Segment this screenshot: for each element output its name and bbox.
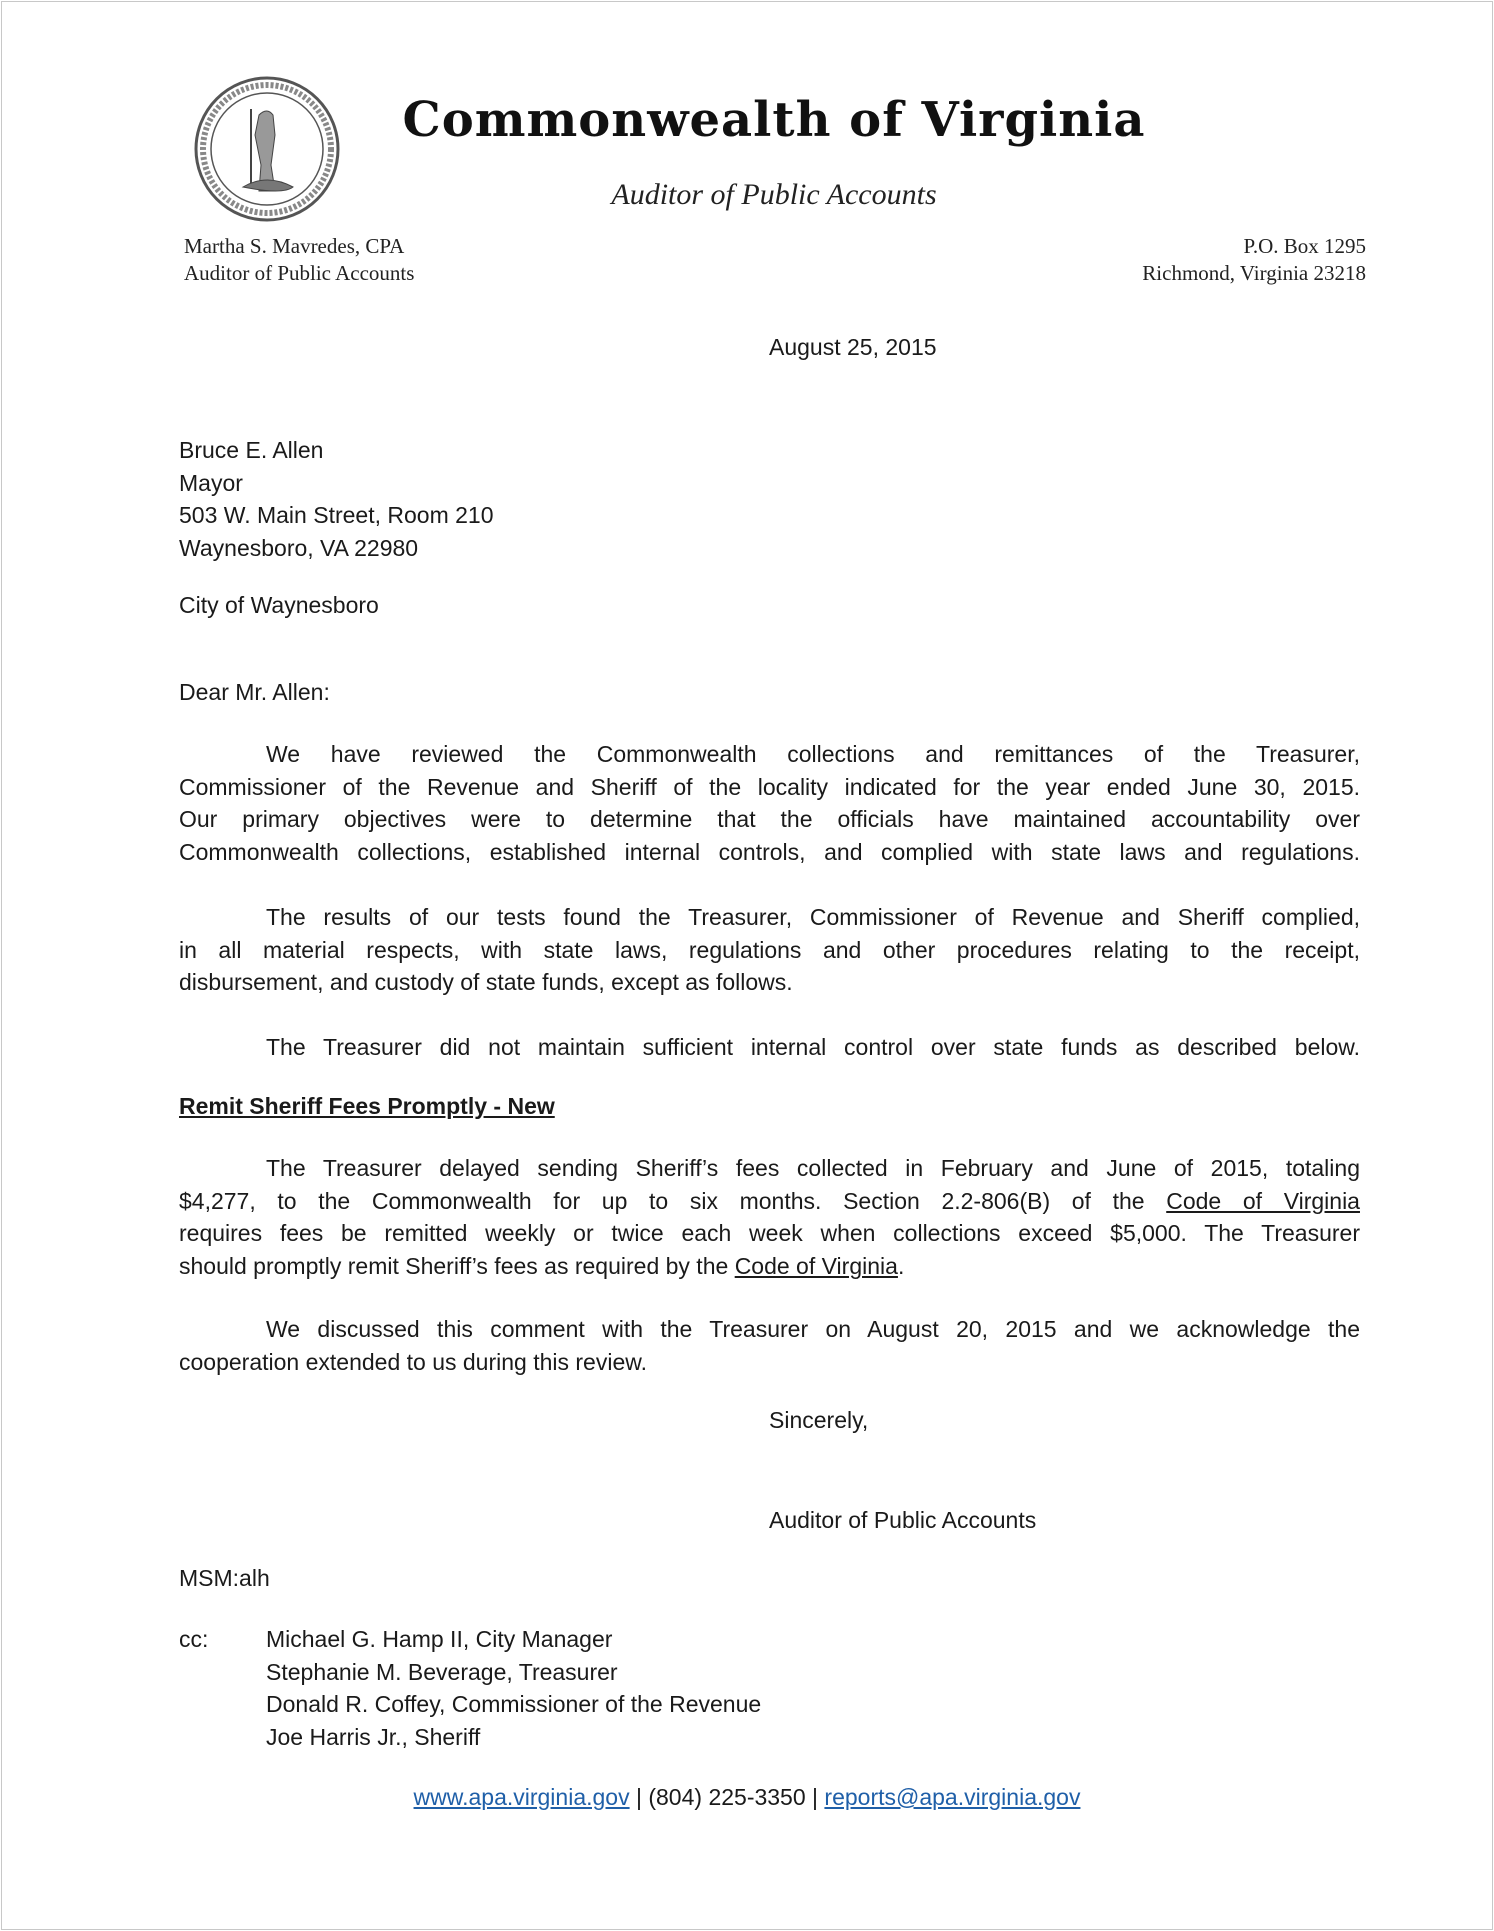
city-state-zip: Richmond, Virginia 23218 xyxy=(1142,261,1366,285)
code-of-virginia-ref: Code of Virginia xyxy=(734,1253,898,1280)
paragraph-line: Commissioner of the Revenue and Sheriff of the locality indicated for the year ended June 30, 2015. xyxy=(179,773,1360,800)
paragraph-3 xyxy=(179,1031,1360,1064)
auditor-name: Martha S. Mavredes, CPA xyxy=(184,234,405,258)
footer-separator: | xyxy=(805,1784,825,1810)
paragraph-1 xyxy=(179,738,1360,869)
addressee-block xyxy=(179,434,1360,565)
paragraph-5 xyxy=(179,1313,1360,1378)
cc-recipient: Joe Harris Jr., Sheriff xyxy=(266,1724,481,1751)
salutation: Dear Mr. Allen: xyxy=(179,679,330,705)
paragraph-line xyxy=(179,1185,1360,1218)
paragraph-line: We have reviewed the Commonwealth collections and remittances of the Treasurer, xyxy=(266,741,1360,767)
paragraph-text: should promptly remit Sheriff’s fees as required by the xyxy=(179,1253,735,1280)
paragraph-line: The Treasurer delayed sending Sheriff’s fees collected in February and June of 2015, totaling xyxy=(266,1155,1360,1181)
phone-number: (804) 225-3350 xyxy=(648,1784,806,1810)
cc-recipient: Michael G. Hamp II, City Manager xyxy=(266,1626,613,1652)
po-box: P.O. Box 1295 xyxy=(1243,234,1366,258)
initials: MSM:alh xyxy=(179,1565,270,1591)
cc-recipient: Donald R. Coffey, Commissioner of the Revenue xyxy=(266,1691,762,1718)
paragraph-line: disbursement, and custody of state funds, except as follows. xyxy=(179,969,793,996)
cc-label: cc: xyxy=(179,1626,209,1652)
letter-date: August 25, 2015 xyxy=(769,334,937,360)
code-of-virginia-ref: Code of Virginia xyxy=(1166,1187,1360,1214)
signature: Auditor of Public Accounts xyxy=(769,1507,1037,1533)
paragraph-line: The results of our tests found the Treasurer, Commissioner of Revenue and Sheriff complied, xyxy=(266,904,1360,930)
email-link[interactable]: reports@apa.virginia.gov xyxy=(824,1784,1081,1810)
letterhead-title: Commonwealth of Virginia xyxy=(402,92,1146,148)
cc-recipient: Stephanie M. Beverage, Treasurer xyxy=(266,1658,618,1685)
addressee-title: Mayor xyxy=(179,469,243,496)
auditor-title: Auditor of Public Accounts xyxy=(184,261,415,285)
virginia-seal-logo xyxy=(193,75,341,223)
paragraph-line: Our primary objectives were to determine that the officials have maintained accountability over xyxy=(179,806,1360,833)
paragraph-line xyxy=(179,1250,1360,1283)
addressee-name: Bruce E. Allen xyxy=(179,437,324,463)
addressee-city: Waynesboro, VA 22980 xyxy=(179,535,419,562)
footer xyxy=(0,1781,1494,1814)
addressee-street: 503 W. Main Street, Room 210 xyxy=(179,502,494,529)
website-link[interactable]: www.apa.virginia.gov xyxy=(413,1784,630,1810)
paragraph-line: We discussed this comment with the Treasurer on August 20, 2015 and we acknowledge the xyxy=(266,1316,1360,1342)
paragraph-line: Commonwealth collections, established internal controls, and complied with state laws and regulations. xyxy=(179,839,1360,866)
closing: Sincerely, xyxy=(769,1407,869,1433)
locality: City of Waynesboro xyxy=(179,592,379,618)
cc-list xyxy=(266,1623,761,1754)
paragraph-2 xyxy=(179,901,1360,999)
paragraph-text: . xyxy=(897,1253,905,1280)
letterhead-subtitle: Auditor of Public Accounts xyxy=(611,178,937,211)
paragraph-text: $4,277, to the Commonwealth for up to six months. Section 2.2-806(B) of the xyxy=(179,1187,1167,1214)
paragraph-line: in all material respects, with state laws, regulations and other procedures relating to the receipt, xyxy=(179,936,1360,963)
finding-heading: Remit Sheriff Fees Promptly - New xyxy=(179,1093,555,1119)
office-address-block xyxy=(1142,233,1366,287)
paragraph-line: cooperation extended to us during this review. xyxy=(179,1348,647,1375)
paragraph-4 xyxy=(179,1152,1360,1283)
paragraph-line: requires fees be remitted weekly or twice each week when collections exceed $5,000. The Treasurer xyxy=(179,1220,1360,1247)
footer-separator: | xyxy=(629,1784,649,1810)
paragraph-line: The Treasurer did not maintain sufficient internal control over state funds as described below. xyxy=(266,1034,1360,1060)
auditor-name-block xyxy=(184,233,414,287)
